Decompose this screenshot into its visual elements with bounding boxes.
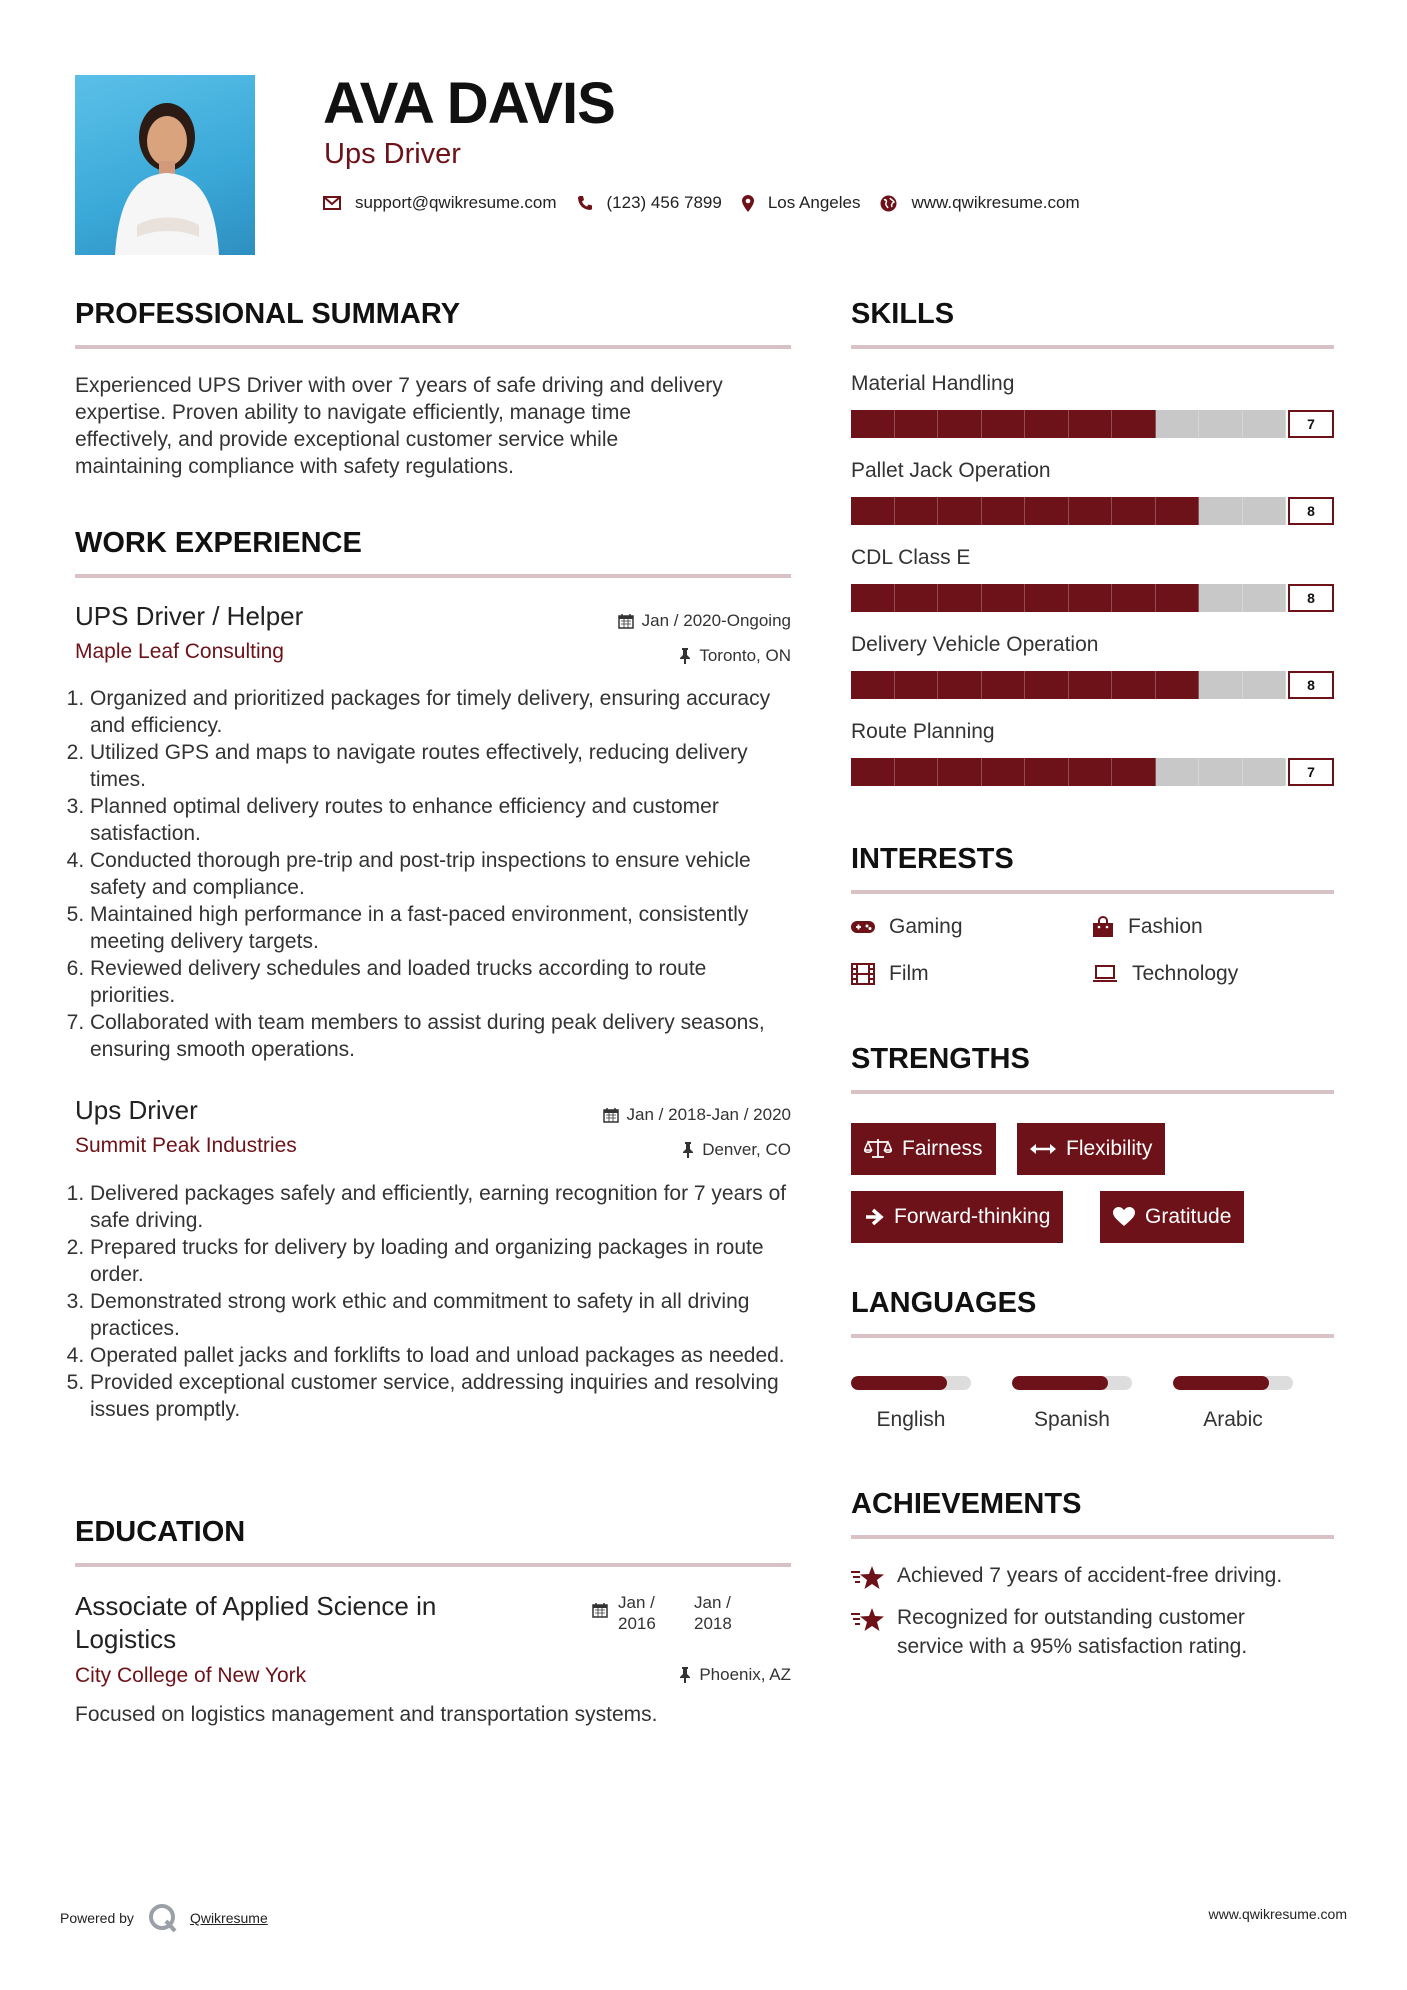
- summary-line: maintaining compliance with safety regulations.: [75, 455, 514, 478]
- pushpin-icon: [682, 1142, 694, 1158]
- footer-powered-by: Powered by Qwikresume: [60, 1903, 268, 1933]
- job-dates: Jan / 2018-Jan / 2020: [603, 1105, 791, 1125]
- skill-bar-segment: [1112, 671, 1156, 699]
- interests-heading: INTERESTS: [851, 843, 1014, 875]
- degree-title: Associate of Applied Science in Logistics: [75, 1591, 437, 1654]
- list-item: 2. Prepared trucks for delivery by loading and organizing packages in route order.: [90, 1234, 790, 1288]
- skill-bar-segment: [938, 497, 982, 525]
- list-item: 4. Operated pallet jacks and forklifts to load and unload packages as needed.: [90, 1342, 790, 1369]
- pushpin-icon: [679, 1667, 691, 1683]
- skill-bar-segment: [895, 584, 939, 612]
- skill-bar-segment: [1025, 671, 1069, 699]
- film-icon: [851, 963, 875, 985]
- interests-divider: [851, 890, 1334, 894]
- achievement-item: Recognized for outstanding customer service with a 95% satisfaction rating.: [851, 1603, 1334, 1661]
- list-item: 5. Provided exceptional customer service, addressing inquiries and resolving issues promptly.: [90, 1369, 790, 1423]
- list-item: 3. Planned optimal delivery routes to enhance efficiency and customer satisfaction.: [90, 793, 790, 847]
- skill-bar-segment: [1243, 584, 1287, 612]
- school-name: City College of New York: [75, 1664, 307, 1687]
- skill-bar-segment: [1156, 410, 1200, 438]
- calendar-icon: [592, 1602, 608, 1618]
- skill-bar-segment: [1199, 671, 1243, 699]
- skill-bar-segment: [1156, 671, 1200, 699]
- skill-bar-segment: [1112, 410, 1156, 438]
- summary-line: effectively, and provide exceptional customer service while: [75, 428, 619, 451]
- skill-bar-segment: [1069, 584, 1113, 612]
- summary-divider: [75, 345, 791, 349]
- language-level-fill: [1012, 1376, 1108, 1390]
- language-label: English: [876, 1408, 946, 1431]
- map-marker-icon: [742, 195, 754, 212]
- skill-bar-segment: [851, 497, 895, 525]
- skill-bar-segment: [1112, 497, 1156, 525]
- interest-item: Technology: [1092, 962, 1238, 986]
- skill-score: 8: [1288, 584, 1334, 612]
- skill-bar: [851, 497, 1334, 525]
- skill-bar-segment: [1112, 584, 1156, 612]
- skill-bar-segment: [1069, 410, 1113, 438]
- arrow-right-icon: [864, 1207, 884, 1227]
- contact-email[interactable]: support@qwikresume.com: [355, 193, 557, 212]
- list-item: 4. Conducted thorough pre-trip and post-trip inspections to ensure vehicle safety and compliance.: [90, 847, 790, 901]
- envelope-icon: [323, 196, 341, 210]
- list-item: 2. Utilized GPS and maps to navigate routes effectively, reducing delivery times.: [90, 739, 790, 793]
- job-bullets: [72, 1180, 790, 1423]
- skill-bar-segment: [982, 671, 1026, 699]
- qwikresume-logo-icon: [148, 1903, 178, 1933]
- skill-bar-segment: [1025, 758, 1069, 786]
- language-item: [851, 1376, 1012, 1432]
- skill-bar-segment: [938, 671, 982, 699]
- achievements-heading: ACHIEVEMENTS: [851, 1488, 1082, 1520]
- heart-icon: [1113, 1207, 1135, 1227]
- languages-heading: LANGUAGES: [851, 1287, 1037, 1319]
- globe-icon: [880, 195, 897, 212]
- skill-bar-segment: [851, 671, 895, 699]
- list-item: 5. Maintained high performance in a fast-paced environment, consistently meeting delivery targets.: [90, 901, 790, 955]
- calendar-icon: [618, 613, 634, 629]
- skill-bar-segment: [1156, 758, 1200, 786]
- interest-item: Film: [851, 962, 929, 986]
- pushpin-icon: [679, 648, 691, 664]
- list-item: 7. Collaborated with team members to assist during peak delivery seasons, ensuring smooth operations.: [90, 1009, 790, 1063]
- skill-bar: [851, 758, 1334, 786]
- skill-label: Route Planning: [851, 720, 995, 743]
- calendar-icon: [603, 1107, 619, 1123]
- skill-item: [851, 633, 1334, 720]
- skill-bar-segment: [895, 410, 939, 438]
- award-star-icon: [851, 1565, 885, 1591]
- skill-bar-segment: [851, 758, 895, 786]
- job-company: Maple Leaf Consulting: [75, 640, 284, 663]
- interest-item: Gaming: [851, 915, 963, 939]
- skill-bar-segment: [1156, 497, 1200, 525]
- job-bullets: [72, 685, 790, 1063]
- award-star-icon: [851, 1607, 885, 1633]
- language-level-bar: [1012, 1376, 1132, 1390]
- skill-bar-segment: [938, 758, 982, 786]
- language-label: Spanish: [1034, 1408, 1110, 1431]
- strengths-divider: [851, 1090, 1334, 1094]
- skill-bar-segment: [1199, 584, 1243, 612]
- language-level-fill: [1173, 1376, 1269, 1390]
- skill-bar-segment: [1025, 497, 1069, 525]
- summary-heading: PROFESSIONAL SUMMARY: [75, 298, 461, 330]
- job-dates: Jan / 2020-Ongoing: [618, 611, 791, 631]
- strength-chip: Gratitude: [1100, 1191, 1244, 1243]
- summary-line: Experienced UPS Driver with over 7 years of safe driving and delivery: [75, 374, 723, 397]
- skill-score: 8: [1288, 671, 1334, 699]
- education-end: Jan / 2018: [694, 1593, 732, 1633]
- skills-heading: SKILLS: [851, 298, 955, 330]
- candidate-title: Ups Driver: [324, 138, 461, 170]
- skill-bar-segment: [851, 410, 895, 438]
- skill-bar-segment: [1112, 758, 1156, 786]
- contact-phone[interactable]: (123) 456 7899: [606, 193, 722, 212]
- skill-bar-segment: [1243, 758, 1287, 786]
- skill-bar-segment: [1199, 497, 1243, 525]
- list-item: 1. Delivered packages safely and efficiently, earning recognition for 7 years of safe driving.: [90, 1180, 790, 1234]
- list-item: 3. Demonstrated strong work ethic and commitment to safety in all driving practices.: [90, 1288, 790, 1342]
- skill-item: [851, 372, 1334, 459]
- skill-bar-segment: [982, 584, 1026, 612]
- skill-bar-segment: [1243, 671, 1287, 699]
- laptop-icon: [1092, 964, 1118, 984]
- footer-brand-link[interactable]: Qwikresume: [189, 1910, 268, 1926]
- footer-website[interactable]: www.qwikresume.com: [1208, 1906, 1347, 1922]
- list-item: 6. Reviewed delivery schedules and loaded trucks according to route priorities.: [90, 955, 790, 1009]
- job-location: Toronto, ON: [679, 646, 791, 666]
- skill-bar-segment: [1069, 758, 1113, 786]
- skills-list: [851, 372, 1334, 807]
- languages-divider: [851, 1334, 1334, 1338]
- skill-score: 8: [1288, 497, 1334, 525]
- skill-label: Pallet Jack Operation: [851, 459, 1051, 482]
- skill-item: [851, 546, 1334, 633]
- skill-bar-segment: [895, 671, 939, 699]
- skill-bar-segment: [1199, 758, 1243, 786]
- contact-bar: [323, 193, 1100, 213]
- achievement-item: Achieved 7 years of accident-free driving.: [851, 1561, 1334, 1591]
- skill-bar-segment: [1243, 497, 1287, 525]
- education-heading: EDUCATION: [75, 1516, 246, 1548]
- strength-chip: Fairness: [851, 1123, 996, 1175]
- language-item: [1012, 1376, 1173, 1432]
- skill-bar-segment: [938, 410, 982, 438]
- gamepad-icon: [851, 919, 875, 935]
- education-dates: [592, 1592, 754, 1634]
- language-item: [1173, 1376, 1334, 1432]
- skill-item: [851, 459, 1334, 546]
- profile-photo: [75, 75, 255, 255]
- skill-bar-segment: [1156, 584, 1200, 612]
- education-location: Phoenix, AZ: [679, 1665, 791, 1685]
- skill-bar: [851, 584, 1334, 612]
- skill-bar-segment: [1069, 671, 1113, 699]
- skill-label: Delivery Vehicle Operation: [851, 633, 1099, 656]
- arrows-horizontal-icon: [1030, 1142, 1056, 1156]
- education-description: Focused on logistics management and transportation systems.: [75, 1703, 658, 1726]
- work-divider: [75, 574, 791, 578]
- achievements-divider: [851, 1535, 1334, 1539]
- skill-label: CDL Class E: [851, 546, 971, 569]
- job-company: Summit Peak Industries: [75, 1134, 297, 1157]
- skill-bar-segment: [1243, 410, 1287, 438]
- skill-score: 7: [1288, 758, 1334, 786]
- job-title: UPS Driver / Helper: [75, 601, 304, 631]
- skill-bar-segment: [982, 758, 1026, 786]
- skills-divider: [851, 345, 1334, 349]
- job-location: Denver, CO: [682, 1140, 791, 1160]
- skill-bar: [851, 410, 1334, 438]
- candidate-name: AVA DAVIS: [323, 71, 615, 136]
- language-level-bar: [851, 1376, 971, 1390]
- shopping-bag-icon: [1092, 916, 1114, 938]
- strength-chip: Forward-thinking: [851, 1191, 1063, 1243]
- skill-bar-segment: [895, 497, 939, 525]
- language-level-bar: [1173, 1376, 1293, 1390]
- skill-bar-segment: [1069, 497, 1113, 525]
- summary-line: expertise. Proven ability to navigate efficiently, manage time: [75, 401, 632, 424]
- contact-website[interactable]: www.qwikresume.com: [911, 193, 1080, 212]
- contact-location: Los Angeles: [767, 193, 861, 212]
- list-item: 1. Organized and prioritized packages for timely delivery, ensuring accuracy and efficiency.: [90, 685, 790, 739]
- skill-bar-segment: [895, 758, 939, 786]
- education-start: Jan / 2016: [618, 1593, 656, 1633]
- skill-label: Material Handling: [851, 372, 1015, 395]
- skill-bar-segment: [982, 410, 1026, 438]
- strengths-heading: STRENGTHS: [851, 1043, 1030, 1075]
- skill-bar-segment: [851, 584, 895, 612]
- skill-bar-segment: [982, 497, 1026, 525]
- languages-list: [851, 1376, 1334, 1432]
- balance-scale-icon: [864, 1138, 892, 1160]
- education-divider: [75, 1563, 791, 1567]
- skill-bar-segment: [938, 584, 982, 612]
- skill-bar-segment: [1025, 410, 1069, 438]
- work-heading: WORK EXPERIENCE: [75, 527, 362, 559]
- phone-icon: [577, 195, 593, 211]
- skill-item: [851, 720, 1334, 807]
- summary-text: [75, 372, 791, 480]
- strength-chip: Flexibility: [1017, 1123, 1165, 1175]
- skill-bar-segment: [1199, 410, 1243, 438]
- language-level-fill: [851, 1376, 947, 1390]
- skill-score: 7: [1288, 410, 1334, 438]
- job-title: Ups Driver: [75, 1095, 198, 1125]
- skill-bar: [851, 671, 1334, 699]
- skill-bar-segment: [1025, 584, 1069, 612]
- interest-item: Fashion: [1092, 915, 1203, 939]
- language-label: Arabic: [1203, 1408, 1263, 1431]
